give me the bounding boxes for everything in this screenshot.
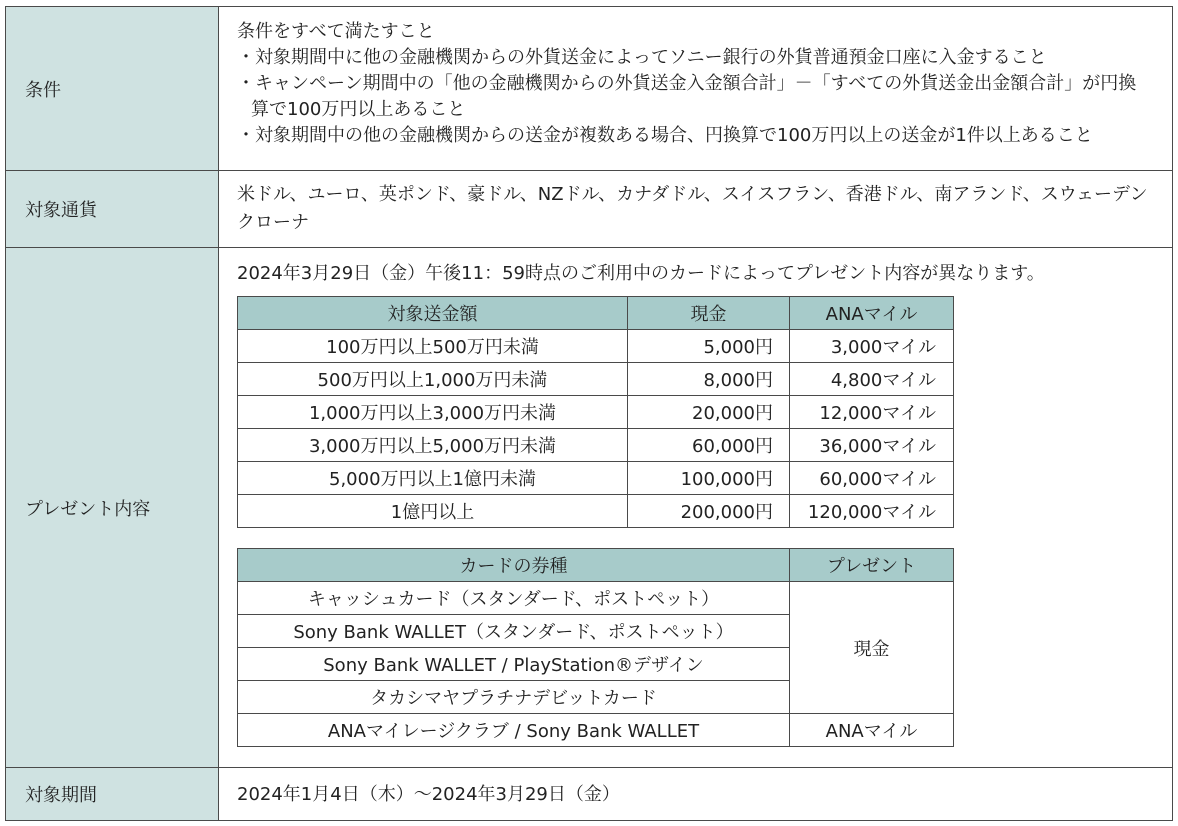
period-label: 対象期間 [6,768,219,821]
amount-range-cell: 5,000万円以上1億円未満 [238,462,628,495]
campaign-terms-table [5,6,1173,821]
cash-cell: 20,000円 [628,396,790,429]
conditions-heading: 条件をすべて満たすこと [237,21,435,42]
amount-header-mile: ANAマイル [790,297,954,330]
table-row [238,429,954,462]
table-row [238,363,954,396]
table-row [238,582,954,615]
amount-table [237,296,954,528]
amount-header-amount: 対象送金額 [238,297,628,330]
mile-cell: 12,000マイル [790,396,954,429]
cash-cell: 200,000円 [628,495,790,528]
amount-table-header [238,297,954,330]
condition-bullet-3: ・対象期間中の他の金融機関からの送金が複数ある場合、円換算で100万円以上の送金が1件以上あること [237,125,1093,146]
card-header-present: プレゼント [790,549,954,582]
table-row [238,495,954,528]
present-note: 2024年3月29日（金）午後11：59時点のご利用中のカードによってプレゼント内容が異なります。 [237,263,1045,284]
mile-cell: 3,000マイル [790,330,954,363]
currencies-label: 対象通貨 [6,171,219,248]
currencies-content [219,171,1173,248]
amount-range-cell: 3,000万円以上5,000万円未満 [238,429,628,462]
currencies-text: 米ドル、ユーロ、英ポンド、豪ドル、NZドル、カナダドル、スイスフラン、香港ドル、南アランド、スウェーデンクローナ [237,184,1148,233]
card-type-cell: Sony Bank WALLET / PlayStation®デザイン [238,648,790,681]
present-label: プレゼント内容 [6,248,219,768]
amount-range-cell: 1億円以上 [238,495,628,528]
table-row [238,396,954,429]
card-type-cell: タカシマヤプラチナデビットカード [238,681,790,714]
mile-cell: 4,800マイル [790,363,954,396]
cash-cell: 100,000円 [628,462,790,495]
table-row [238,330,954,363]
card-type-table [237,548,954,747]
present-row [6,248,1173,768]
card-type-cell: ANAマイレージクラブ / Sony Bank WALLET [238,714,790,747]
cash-cell: 8,000円 [628,363,790,396]
card-type-cell: Sony Bank WALLET（スタンダード、ポストペット） [238,615,790,648]
card-header-type: カードの券種 [238,549,790,582]
present-mile-cell: ANAマイル [790,714,954,747]
condition-bullet-2: ・キャンペーン期間中の「他の金融機関からの外貨送金入金額合計」－「すべての外貨送金出金額合計」が円換算で100万円以上あること [237,73,1137,120]
table-row [238,462,954,495]
conditions-label: 条件 [6,7,219,171]
amount-header-cash: 現金 [628,297,790,330]
card-table-header [238,549,954,582]
cash-cell: 5,000円 [628,330,790,363]
condition-bullet-1: ・対象期間中に他の金融機関からの外貨送金によってソニー銀行の外貨普通預金口座に入金すること [237,47,1047,68]
present-cash-cell: 現金 [790,582,954,714]
table-row [238,714,954,747]
present-content [219,248,1173,768]
mile-cell: 60,000マイル [790,462,954,495]
mile-cell: 36,000マイル [790,429,954,462]
currencies-row [6,171,1173,248]
period-row [6,768,1173,821]
amount-range-cell: 1,000万円以上3,000万円未満 [238,396,628,429]
mile-cell: 120,000マイル [790,495,954,528]
amount-range-cell: 100万円以上500万円未満 [238,330,628,363]
period-content [219,768,1173,821]
conditions-content [219,7,1173,171]
period-text: 2024年1月4日（木）～2024年3月29日（金） [237,784,620,805]
card-type-cell: キャッシュカード（スタンダード、ポストペット） [238,582,790,615]
cash-cell: 60,000円 [628,429,790,462]
conditions-row [6,7,1173,171]
amount-range-cell: 500万円以上1,000万円未満 [238,363,628,396]
